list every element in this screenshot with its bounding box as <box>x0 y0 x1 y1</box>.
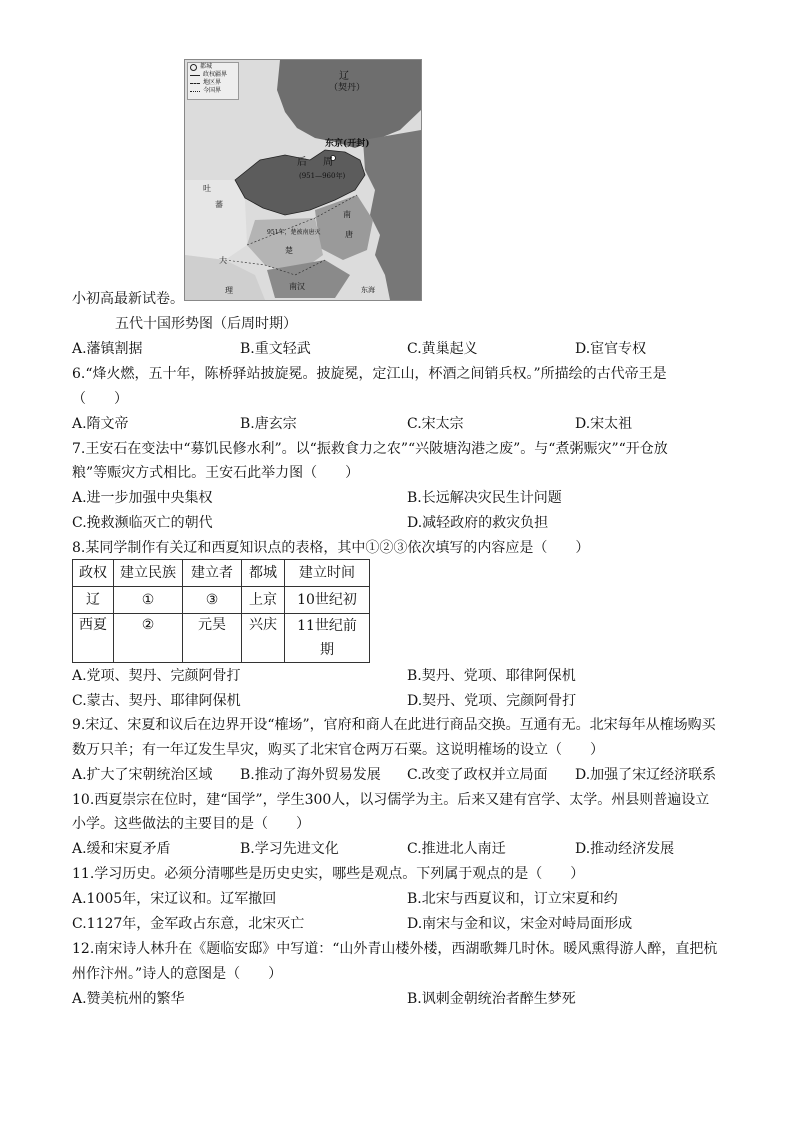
map-label-nan: 南 <box>343 210 351 219</box>
dashed-line-icon <box>190 83 200 84</box>
table-header-cell: 建立者 <box>183 560 242 587</box>
q6-option-c[interactable]: C.宋太宗 <box>407 416 464 432</box>
q7-option-c[interactable]: C.挽救濒临灭亡的朝代 <box>72 515 213 531</box>
q5-option-d[interactable]: D.宦官专权 <box>575 341 647 357</box>
map-label-qidan: （契丹） <box>329 83 366 93</box>
q5-option-b[interactable]: B.重文轻武 <box>240 341 311 357</box>
map-legend <box>187 62 239 100</box>
q11-option-a[interactable]: A.1005年，宋辽议和。辽军撤回 <box>72 891 277 907</box>
caption-prefix: 小初高最新试卷。 <box>72 291 184 307</box>
map-label-zhou2: 周 <box>323 157 333 168</box>
q11-option-c[interactable]: C.1127年，金军政占东意，北宋灭亡 <box>72 916 305 932</box>
map-label-sea: 东海 <box>361 286 375 294</box>
map-label-zhou: 后 <box>297 157 307 168</box>
table-cell: 辽 <box>73 587 114 614</box>
q10-line2: 小学。这些做法的主要目的是（ ） <box>72 816 310 832</box>
q12-line2: 州作汴州。”诗人的意图是（ ） <box>72 966 283 982</box>
q8-option-a[interactable]: A.党项、契丹、完颜阿骨打 <box>72 668 241 684</box>
map-label-dongjing: 东京(开封) <box>325 139 370 149</box>
q8-stem: 8.某同学制作有关辽和西夏知识点的表格，其中①②③依次填写的内容应是（ ） <box>72 540 590 556</box>
table-header-cell: 建立民族 <box>114 560 183 587</box>
q6-paren: （ ） <box>72 391 128 407</box>
q9-option-c[interactable]: C.改变了政权并立局面 <box>407 767 548 783</box>
map-label-da: 大 <box>219 256 227 265</box>
q7-option-b[interactable]: B.长远解决灾民生计问题 <box>407 490 562 506</box>
q10-option-d[interactable]: D.推动经济发展 <box>575 841 675 857</box>
solid-line-icon <box>190 75 200 76</box>
q11-stem: 11.学习历史。必须分清哪些是历史史实，哪些是观点。下列属于观点的是（ ） <box>72 866 585 882</box>
table-cell: 元昊 <box>183 614 242 663</box>
map-label-bo: 蕃 <box>215 200 223 209</box>
q6-stem: 6.“烽火燃，五十年，陈桥驿站披旋冕。披旋冕，定江山，杯酒之间销兵权。”所描绘的古代帝王是 <box>72 366 667 382</box>
q10-option-a[interactable]: A.缓和宋夏矛盾 <box>72 841 171 857</box>
table-cell: ③ <box>183 587 242 614</box>
map-label-li: 理 <box>225 286 233 295</box>
q10-option-b[interactable]: B.学习先进文化 <box>240 841 339 857</box>
map-figure <box>184 59 422 301</box>
map-label-years: (951—960年) <box>299 172 346 180</box>
q6-option-b[interactable]: B.唐玄宗 <box>240 416 297 432</box>
q5-option-a[interactable]: A.藩镇割据 <box>72 341 143 357</box>
q7-option-a[interactable]: A.进一步加强中央集权 <box>72 490 213 506</box>
table-cell: 上京 <box>242 587 285 614</box>
q12-option-b[interactable]: B.讽刺金朝统治者醉生梦死 <box>407 991 576 1007</box>
q8-option-c[interactable]: C.蒙古、契丹、耶律阿保机 <box>72 693 241 709</box>
table-cell: 兴庆 <box>242 614 285 663</box>
q8-option-b[interactable]: B.契丹、党项、耶律阿保机 <box>407 668 576 684</box>
q6-option-d[interactable]: D.宋太祖 <box>575 416 633 432</box>
q12-line1: 12.南宋诗人林升在《题临安邸》中写道：“山外青山楼外楼，西湖歌舞几时休。暖风熏得游人醉，直把杭 <box>72 941 718 957</box>
table-cell: 西夏 <box>73 614 114 663</box>
legend-region-border: 地区界 <box>188 79 238 87</box>
table-row <box>73 587 370 614</box>
table-cell-text: 11世纪前 <box>297 618 357 634</box>
map-label-nanhan: 南汉 <box>289 282 305 291</box>
map-label-liao: 辽 <box>339 71 349 82</box>
q11-option-d[interactable]: D.南宋与金和议，宋金对峙局面形成 <box>407 916 633 932</box>
map-label-tu: 吐 <box>203 184 211 193</box>
legend-regime-border: 政权疆界 <box>188 71 238 79</box>
table-header-cell: 都城 <box>242 560 285 587</box>
table-cell: ① <box>114 587 183 614</box>
map-label-tang: 唐 <box>345 230 353 239</box>
q12-option-a[interactable]: A.赞美杭州的繁华 <box>72 991 185 1007</box>
q10-option-c[interactable]: C.推进北人南迁 <box>407 841 506 857</box>
q11-option-b[interactable]: B.北宋与西夏议和，订立宋夏和约 <box>407 891 618 907</box>
table-row <box>73 614 370 663</box>
q9-option-a[interactable]: A.扩大了宋朝统治区域 <box>72 767 213 783</box>
legend-capital: 都城 <box>188 63 238 71</box>
map-title: 五代十国形势图（后周时期） <box>115 316 297 332</box>
q7-option-d[interactable]: D.减轻政府的救灾负担 <box>407 515 549 531</box>
q9-option-b[interactable]: B.推动了海外贸易发展 <box>240 767 381 783</box>
map-label-chu: 楚 <box>285 246 293 255</box>
legend-modern-border: 今国界 <box>188 87 238 95</box>
q8-option-d[interactable]: D.契丹、党项、完颜阿骨打 <box>407 693 577 709</box>
q8-table <box>72 559 370 663</box>
table-header-cell: 建立时间 <box>285 560 370 587</box>
capital-symbol-icon <box>190 64 197 71</box>
table-cell: ② <box>114 614 183 663</box>
q9-line2: 数万只羊；有一年辽发生旱灾，购买了北宋官仓两万石粟。这说明榷场的设立（ ） <box>72 742 604 758</box>
q5-option-c[interactable]: C.黄巢起义 <box>407 341 478 357</box>
q9-option-d[interactable]: D.加强了宋辽经济联系 <box>575 767 717 783</box>
table-cell <box>285 614 370 663</box>
table-cell-text-cont: 期 <box>320 642 334 658</box>
table-cell: 10世纪初 <box>285 587 370 614</box>
dotted-line-icon <box>190 91 200 92</box>
map-label-note: 951年，楚被南唐灭 <box>267 229 321 236</box>
q7-line2: 粮”等赈灾方式相比。王安石此举力图（ ） <box>72 465 360 481</box>
q6-option-a[interactable]: A.隋文帝 <box>72 416 129 432</box>
q9-line1: 9.宋辽、宋夏和议后在边界开设“榷场”，官府和商人在此进行商品交换。互通有无。北宋每年从榷场购买 <box>72 717 716 733</box>
q10-line1: 10.西夏崇宗在位时，建“国学”，学生300人，以习儒学为主。后来又建有宫学、太学。州县则普遍设立 <box>72 792 710 808</box>
q7-line1: 7.王安石在变法中“募饥民修水利”。以“振救食力之农”“兴陂塘沟港之废”。与“煮粥赈灾”“开仓放 <box>72 441 668 457</box>
table-header-cell: 政权 <box>73 560 114 587</box>
table-header-row <box>73 560 370 587</box>
